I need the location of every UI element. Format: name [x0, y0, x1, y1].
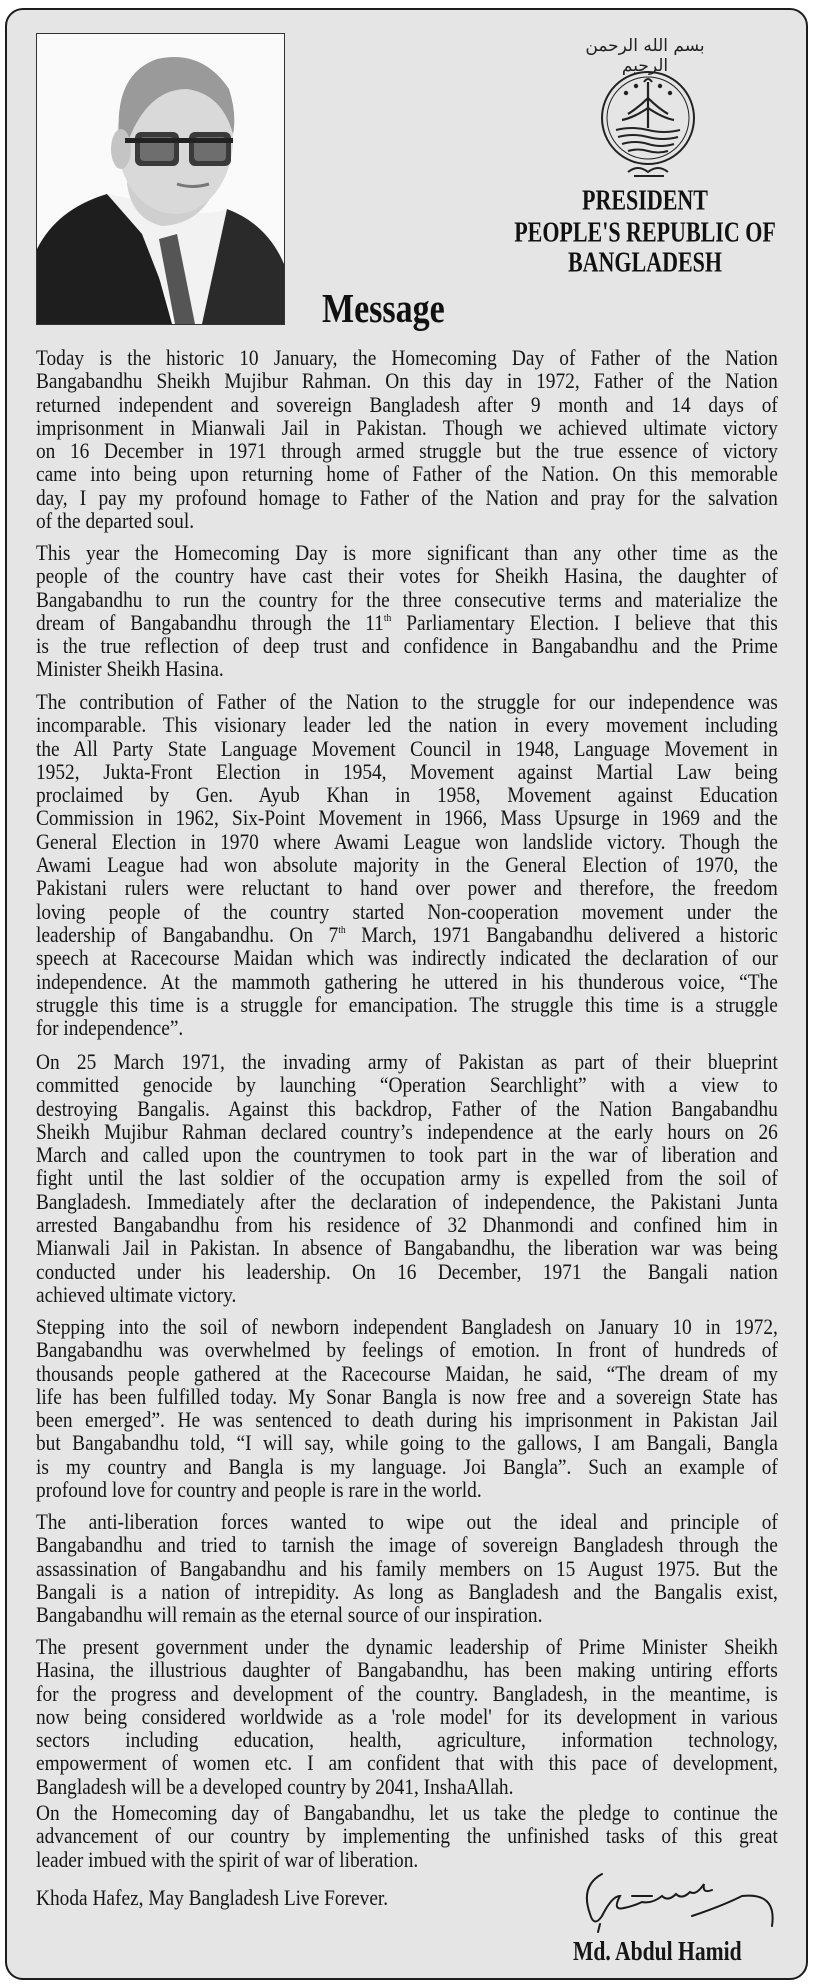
paragraph-line: day, I pay my profound homage to Father of the Nation and pray for the salvation	[36, 484, 778, 510]
paragraph-line: is the true reflection of deep trust and confidence in Bangabandhu and the Prime	[36, 633, 778, 659]
paragraph-line: Bangabandhu to run the country for the three consecutive terms and materialize the	[36, 586, 778, 612]
paragraph-line: is my country and Bangla is my language. Joi Bangla”. Such an example of	[36, 1453, 778, 1479]
paragraph-line: Awami League had won absolute majority in the General Election of 1970, the	[36, 852, 778, 878]
message-paragraph	[36, 1050, 778, 1306]
paragraph-line: On 25 March 1971, the invading army of Pakistan as part of their blueprint	[36, 1049, 778, 1074]
message-paragraph	[36, 690, 778, 1039]
paragraph-line: Minister Sheikh Hasina.	[36, 656, 224, 682]
signature	[572, 1866, 782, 1936]
paragraph-line: The present government under the dynamic leadership of Prime Minister Sheikh	[36, 1634, 778, 1659]
paragraph-line: committed genocide by launching “Operation Searchlight” with a view to	[36, 1072, 778, 1098]
paragraph-line: Bangabandhu was overwhelmed by feelings of emotion. In front of hundreds of	[36, 1337, 778, 1363]
message-heading: Message	[322, 287, 445, 332]
paragraph-line: of the departed soul.	[36, 508, 195, 534]
paragraph-line: on 16 December in 1971 through armed struggle but the true essence of victory	[36, 438, 778, 464]
paragraph-line: proclaimed by Gen. Ayub Khan in 1958, Movement against Education	[36, 782, 778, 808]
paragraph-line: empowerment of women etc. I am confident that with this pace of development,	[36, 1750, 778, 1776]
paragraph-line: people of the country have cast their votes for Sheikh Hasina, the daughter of	[36, 563, 778, 589]
paragraph-line: Mianwali Jail in Pakistan. In absence of Bangabandhu, the liberation war was being	[36, 1235, 778, 1261]
paragraph-line: Pakistani rulers were reluctant to hand over power and therefore, the freedom	[36, 875, 778, 901]
paragraph-line: The contribution of Father of the Nation to the struggle for our independence was	[36, 689, 778, 714]
ordinal-superscript: th	[383, 611, 392, 624]
president-portrait	[36, 33, 285, 325]
message-paragraph	[36, 1635, 778, 1798]
paragraph-line: On the Homecoming day of Bangabandhu, let us take the pledge to continue the	[36, 1800, 778, 1825]
paragraph-line: for the progress and development of the country. Bangladesh, in the meantime, is	[36, 1680, 778, 1706]
paragraph-line: assassination of Bangabandhu and his family members on 15 August 1975. But the	[36, 1555, 778, 1581]
paragraph-line: General Election in 1970 where Awami League won landslide victory. Though the	[36, 828, 778, 854]
line-segment: March, 1971 Bangabandhu delivered a historic	[345, 921, 778, 947]
message-paragraph	[36, 1801, 778, 1871]
paragraph-line: independence. At the mammoth gathering he uttered in his thunderous voice, “The	[36, 968, 778, 994]
country-name-line1: PEOPLE'S REPUBLIC OF	[514, 215, 776, 248]
paragraph-line: Bangabandhu Sheikh Mujibur Rahman. On this day in 1972, Father of the Nation	[36, 368, 778, 394]
paragraph-line: Bangali is a nation of intrepidity. As long as Bangladesh and the Bangalis exist,	[36, 1578, 778, 1604]
paragraph-line: Bangladesh. Immediately after the declaration of independence, the Pakistani Junta	[36, 1188, 778, 1214]
message-paragraph	[36, 1510, 778, 1626]
paragraph-line: life has been fulfilled today. My Sonar Bangla is now free and a sovereign State has	[36, 1383, 778, 1409]
paragraph-line: Bangabandhu and tried to tarnish the image of sovereign Bangladesh through the	[36, 1532, 778, 1558]
paragraph-line: 1952, Jukta-Front Election in 1954, Movement against Martial Law being	[36, 758, 778, 784]
paragraph-line: speech at Racecourse Maidan which was indirectly indicated the declaration of our	[36, 945, 778, 971]
paragraph-line: Bangabandhu will remain as the eternal source of our inspiration.	[36, 1602, 543, 1628]
ordinal-superscript: th	[338, 923, 346, 936]
paragraph-line: conducted under his leadership. On 16 December, 1971 the Bangali nation	[36, 1258, 778, 1284]
paragraph-line	[36, 923, 778, 946]
paragraph-line: Sheikh Mujibur Rahman declared country’s independence at the early hours on 26	[36, 1118, 778, 1144]
message-paragraph	[36, 346, 778, 532]
portrait-image	[37, 34, 284, 324]
paragraph-line: profound love for country and people is rare in the world.	[36, 1477, 482, 1503]
paragraph-line: returned independent and sovereign Bangladesh after 9 month and 14 days of	[36, 391, 778, 417]
paragraph-line: for independence”.	[36, 1015, 184, 1041]
paragraph-line: the All Party State Language Movement Council in 1948, Language Movement in	[36, 735, 778, 761]
paragraph-line: thousands people gathered at the Racecourse Maidan, he said, “The dream of my	[36, 1360, 778, 1386]
paragraph-line: Khoda Hafez, May Bangladesh Live Forever.	[36, 1885, 389, 1910]
paragraph-line: fight until the last soldier of the occupation army is expelled from the soil of	[36, 1165, 778, 1191]
paragraph-line: now being considered worldwide as a 'role model' for its development in various	[36, 1703, 778, 1729]
bismillah-calligraphy: بسم الله الرحمن الرحيم	[585, 36, 705, 76]
paragraph-line: Bangladesh will be a developed country by 2041, InshaAllah.	[36, 1773, 514, 1799]
line-segment: leadership of Bangabandhu. On 7	[36, 921, 339, 947]
paragraph-line: Hasina, the illustrious daughter of Bangabandhu, has been making untiring efforts	[36, 1657, 778, 1683]
paragraph-line: advancement of our country by implementing the unfinished tasks of this great	[36, 1823, 778, 1849]
paragraph-line: loving people of the country started Non-cooperation movement under the	[36, 898, 778, 924]
paragraph-line: incomparable. This visionary leader led the nation in every movement including	[36, 712, 778, 738]
paragraph-line: but Bangabandhu told, “I will say, while going to the gallows, I am Bangali, Bangla	[36, 1430, 778, 1456]
country-name-line2: BANGLADESH	[567, 245, 723, 278]
paragraph-line	[36, 611, 778, 634]
message-paragraph	[36, 541, 778, 681]
signatory-name: Md. Abdul Hamid	[573, 1937, 742, 1968]
paragraph-line: leader imbued with the spirit of war of liberation.	[36, 1846, 419, 1872]
paragraph-line: been emerged”. He was sentenced to death during his imprisonment in Pakistan Jail	[36, 1407, 778, 1433]
line-segment: Parliamentary Election. I believe that this	[391, 609, 778, 635]
paragraph-line: achieved ultimate victory.	[36, 1281, 237, 1307]
paragraph-line: The anti-liberation forces wanted to wipe out the ideal and principle of	[36, 1509, 778, 1534]
paragraph-line: arrested Bangabandhu from his residence of 32 Dhanmondi and confined him in	[36, 1212, 778, 1238]
paragraph-line: Today is the historic 10 January, the Homecoming Day of Father of the Nation	[36, 345, 778, 370]
president-title: PRESIDENT	[582, 183, 708, 216]
paragraph-line: struggle this time is a struggle for emancipation. The struggle this time is a struggle	[36, 991, 778, 1017]
paragraph-line: destroying Bangalis. Against this backdrop, Father of the Nation Bangabandhu	[36, 1095, 778, 1121]
paragraph-line: March and called upon the countrymen to took part in the war of liberation and	[36, 1142, 778, 1168]
paragraph-line: Commission in 1962, Six-Point Movement in 1966, Mass Upsurge in 1969 and the	[36, 805, 778, 831]
paragraph-line: came into being upon returning home of Father of the Nation. On this memorable	[36, 461, 778, 487]
paragraph-line: Stepping into the soil of newborn independent Bangladesh on January 10 in 1972,	[36, 1314, 778, 1339]
paragraph-line: This year the Homecoming Day is more significant than any other time as the	[36, 540, 778, 565]
presidential-seal-emblem	[598, 68, 698, 184]
message-paragraph	[36, 1315, 778, 1501]
line-segment: dream of Bangabandhu through the 11	[36, 609, 384, 635]
paragraph-line: imprisonment in Mianwali Jail in Pakistan. Though we achieved ultimate victory	[36, 414, 778, 440]
paragraph-line: sectors including education, health, agriculture, information technology,	[36, 1727, 778, 1753]
